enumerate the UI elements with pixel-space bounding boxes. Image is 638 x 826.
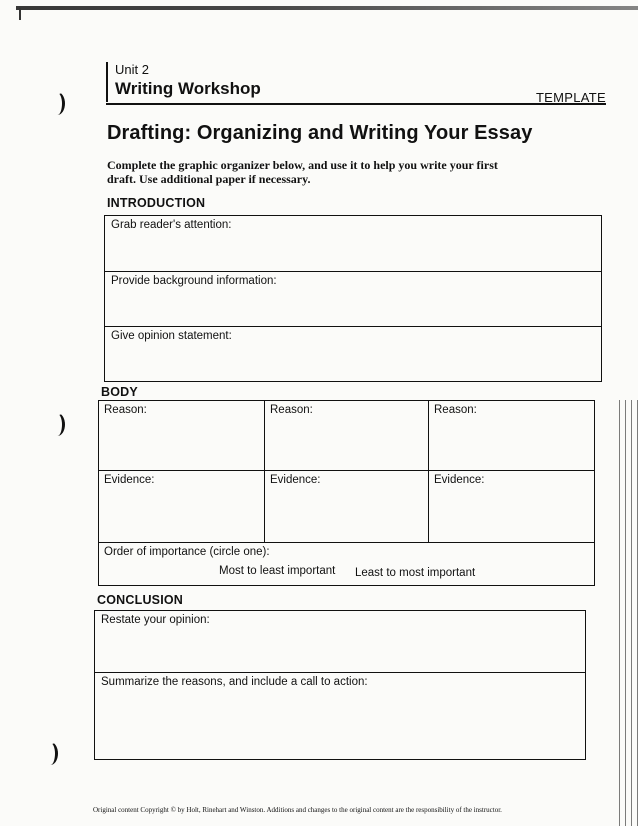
header-rule (106, 103, 606, 105)
intro-row-label: Give opinion statement: (111, 330, 232, 342)
body-reasons-row (99, 401, 594, 470)
unit-header (106, 62, 261, 102)
order-label: Order of importance (circle one): (104, 546, 270, 558)
introduction-heading: INTRODUCTION (107, 196, 206, 210)
unit-label: Unit 2 (115, 62, 149, 77)
intro-row-attention[interactable] (105, 216, 601, 271)
unit-title: Writing Workshop (115, 79, 261, 98)
intro-row-opinion[interactable] (105, 326, 601, 381)
intro-row-background[interactable] (105, 271, 601, 326)
evidence-cell[interactable] (428, 471, 594, 542)
reason-label: Reason: (270, 404, 313, 416)
introduction-box (104, 215, 602, 382)
corner-tick (19, 8, 21, 20)
page-title: Drafting: Organizing and Writing Your Essay (107, 122, 533, 144)
intro-row-label: Provide background information: (111, 275, 277, 287)
copyright-footer: Original content Copyright © by Holt, Rinehart and Winston. Additions and changes to the original content are the responsibility of the instructor. (93, 806, 502, 814)
conclusion-row-label: Summarize the reasons, and include a call to action: (101, 676, 368, 688)
template-tag: TEMPLATE (535, 90, 606, 105)
conclusion-heading: CONCLUSION (97, 593, 184, 607)
binder-hole-icon (43, 742, 58, 765)
reason-cell[interactable] (99, 401, 264, 470)
body-box (98, 400, 595, 586)
evidence-label: Evidence: (434, 474, 485, 486)
reason-cell[interactable] (428, 401, 594, 470)
evidence-label: Evidence: (104, 474, 155, 486)
evidence-cell[interactable] (99, 471, 264, 542)
reason-label: Reason: (434, 404, 477, 416)
conclusion-row-restate[interactable] (95, 611, 585, 672)
instructions: Complete the graphic organizer below, and use it to help you write your first draft. Use additional paper if necessary. (107, 158, 498, 186)
binder-hole-icon (50, 413, 65, 436)
conclusion-box (94, 610, 586, 760)
body-order-row (99, 542, 594, 586)
evidence-label: Evidence: (270, 474, 321, 486)
conclusion-row-summarize[interactable] (95, 672, 585, 760)
scan-edge-shadow (616, 400, 638, 826)
body-evidence-row (99, 470, 594, 542)
evidence-cell[interactable] (264, 471, 428, 542)
intro-row-label: Grab reader's attention: (111, 219, 232, 231)
order-option-least-to-most[interactable]: Least to most important (355, 567, 476, 579)
binder-hole-icon (50, 92, 65, 115)
top-scan-rule (16, 6, 638, 10)
conclusion-row-label: Restate your opinion: (101, 614, 210, 626)
reason-label: Reason: (104, 404, 147, 416)
order-option-most-to-least[interactable]: Most to least important (219, 565, 336, 577)
body-heading: BODY (101, 385, 138, 399)
reason-cell[interactable] (264, 401, 428, 470)
